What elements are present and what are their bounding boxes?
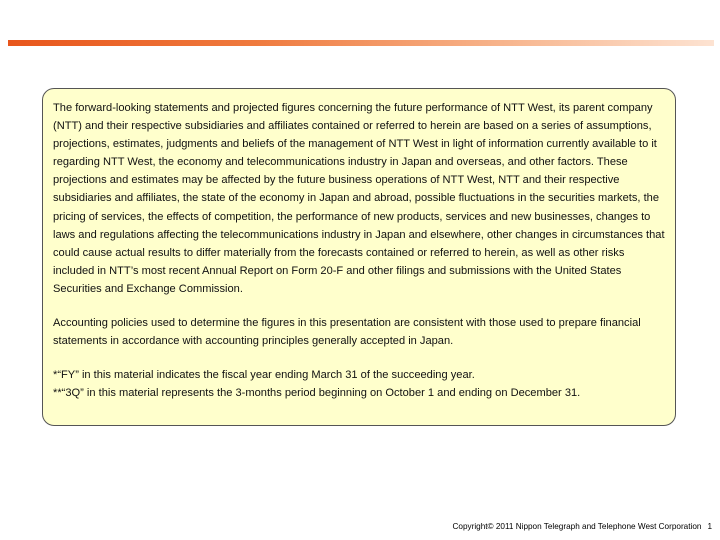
- 3q-definition-note: **“3Q” in this material represents the 3-months period beginning on October 1 and ending on December 31.: [53, 387, 581, 400]
- accounting-policy-statement: Accounting policies used to determine the figures in this presentation are consistent with those used to prepare financial statements in accordance with accounting principles generally accepted in Japan.: [53, 317, 641, 348]
- disclaimer-box: [42, 88, 676, 426]
- forward-looking-statement: The forward-looking statements and projected figures concerning the future performance of NTT West, its parent company (NTT) and their respective subsidiaries and affiliates contained or referred to herein are based on a series of assumptions, projections, estimates, judgments and beliefs of the management of NTT West in light of information currently available to it regarding NTT West, the economy and telecommunications industry in Japan and overseas, and other factors. These projections and estimates may be affected by the future business operations of NTT West, NTT and their respective subsidiaries and affiliates, the state of the economy in Japan and abroad, possible fluctuations in the securities markets, the pricing of services, the effects of competition, the performance of new products, services and new businesses, changes to laws and regulations affecting the telecommunications industry in Japan and elsewhere, other changes in circumstances that could cause actual results to differ materially from the forecasts contained or referred to herein, as well as other risks included in NTT’s most recent Annual Report on Form 20-F and other filings and submissions with the United States Securities and Exchange Commission.: [53, 102, 665, 295]
- copyright-text: Copyright© 2011 Nippon Telegraph and Telephone West Corporation: [452, 522, 702, 531]
- footer: [452, 522, 712, 531]
- header-accent-bar: [8, 40, 714, 46]
- fy-definition-note: *“FY” in this material indicates the fiscal year ending March 31 of the succeeding year.: [53, 369, 475, 382]
- page-number: 1: [707, 522, 712, 531]
- paragraph-spacer: [53, 298, 665, 314]
- paragraph-spacer: [53, 350, 665, 366]
